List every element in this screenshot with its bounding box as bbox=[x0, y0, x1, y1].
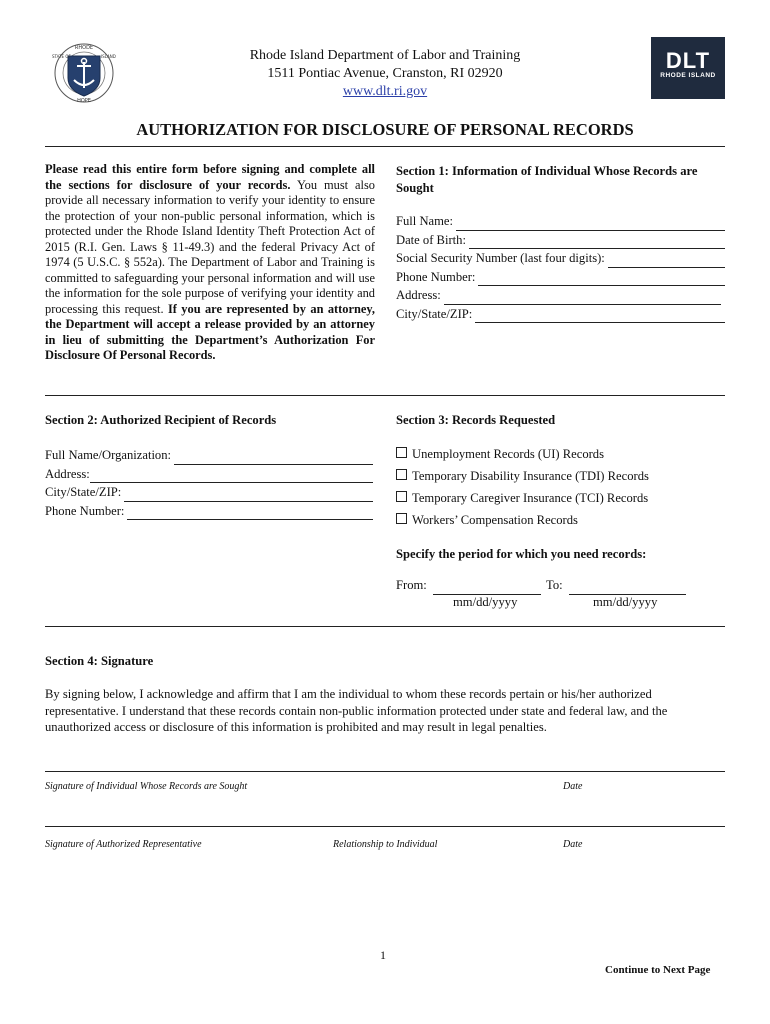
field-label: Address: bbox=[45, 466, 90, 481]
input-line[interactable] bbox=[127, 507, 373, 520]
option-label: Unemployment Records (UI) Records bbox=[412, 447, 605, 461]
section1-fields bbox=[396, 212, 725, 323]
s1-city-field[interactable] bbox=[396, 305, 725, 324]
option-label: Workers’ Compensation Records bbox=[412, 513, 578, 527]
input-line[interactable] bbox=[90, 470, 373, 483]
continue-notice: Continue to Next Page bbox=[605, 964, 711, 976]
checkbox[interactable] bbox=[396, 513, 407, 524]
input-line[interactable] bbox=[456, 218, 725, 231]
option-label: Temporary Disability Insurance (TDI) Records bbox=[412, 469, 649, 483]
sig1-label: Signature of Individual Whose Records are Sought bbox=[45, 781, 248, 792]
date1-label: Date bbox=[563, 781, 583, 792]
s1-dob-field[interactable] bbox=[396, 231, 725, 250]
input-line[interactable] bbox=[608, 255, 725, 268]
agency-address: 1511 Pontiac Avenue, Cranston, RI 02920 bbox=[267, 66, 503, 81]
field-label: City/State/ZIP: bbox=[45, 485, 122, 499]
input-line[interactable] bbox=[478, 273, 725, 286]
section2-fields bbox=[45, 446, 373, 520]
section3-title: Section 3: Records Requested bbox=[396, 413, 556, 427]
state-seal bbox=[44, 42, 124, 104]
form-title: AUTHORIZATION FOR DISCLOSURE OF PERSONAL RECORDS bbox=[136, 120, 634, 139]
from-date-format: mm/dd/yyyy bbox=[453, 595, 518, 609]
signature-line-1[interactable] bbox=[45, 771, 725, 772]
s1-phone-field[interactable] bbox=[396, 268, 725, 287]
section-divider bbox=[45, 626, 725, 627]
input-line[interactable] bbox=[469, 236, 725, 249]
records-option-wc[interactable] bbox=[396, 509, 726, 531]
title-divider bbox=[45, 146, 725, 147]
field-label: Social Security Number (last four digits): bbox=[396, 251, 605, 265]
seal-right-text: ISLAND bbox=[101, 54, 116, 59]
s1-address-field[interactable] bbox=[396, 286, 725, 305]
logo-subtext: RHODE ISLAND bbox=[660, 72, 716, 79]
input-line[interactable] bbox=[444, 292, 721, 305]
section1-title: Section 1: Information of Individual Whose Records are Sought bbox=[396, 164, 698, 195]
s1-ssn-field[interactable] bbox=[396, 249, 725, 268]
field-label: Date of Birth: bbox=[396, 232, 466, 247]
s2-name-org-field[interactable] bbox=[45, 446, 373, 465]
records-checklist bbox=[396, 443, 726, 531]
section4-title: Section 4: Signature bbox=[45, 654, 154, 668]
seal-bottom-text: HOPE bbox=[77, 98, 91, 104]
option-label: Temporary Caregiver Insurance (TCI) Records bbox=[412, 491, 649, 505]
field-label: Full Name/Organization: bbox=[45, 448, 172, 462]
intro-bold-end: If you are represented by an attorney, the Department will accept a release provided by an attorney in lieu of submitting the Department’s Authorization For Disclosure Of Personal Records. bbox=[45, 301, 376, 362]
intro-bold-start: Please read this entire form before signing and complete all the sections for disclosure of your records. bbox=[45, 162, 375, 192]
records-option-ui[interactable] bbox=[396, 443, 726, 465]
field-label: To: bbox=[546, 578, 563, 592]
section2-title: Section 2: Authorized Recipient of Records bbox=[45, 413, 277, 427]
field-label: Phone Number: bbox=[396, 269, 476, 284]
sig2-label: Signature of Authorized Representative bbox=[45, 839, 202, 850]
s2-city-field[interactable] bbox=[45, 483, 373, 502]
field-label: From: bbox=[396, 578, 427, 592]
page-number: 1 bbox=[380, 948, 386, 962]
s1-full-name-field[interactable] bbox=[396, 212, 725, 231]
dlt-logo bbox=[651, 37, 725, 99]
input-line[interactable] bbox=[475, 310, 725, 323]
checkbox[interactable] bbox=[396, 491, 407, 502]
input-line[interactable] bbox=[174, 452, 373, 465]
checkbox[interactable] bbox=[396, 447, 407, 458]
relationship-label: Relationship to Individual bbox=[333, 839, 438, 850]
section-divider bbox=[45, 395, 725, 396]
from-date-field[interactable] bbox=[396, 576, 541, 595]
records-option-tdi[interactable] bbox=[396, 465, 726, 487]
intro-body: You must also provide all necessary information to verify your identity to ensure the protection of your non-public personal information, which is protected under the Rhode Island Identity Theft Protection Act of 2015 (R.I. Gen. Laws § 11-49.3) and the federal Privacy Act of 1974 (5 U.S.C. § 552a). The Department of Labor and Training is committed to safeguarding your personal information and will use the information for the sole purpose of verifying your identity and processing this request. bbox=[45, 177, 375, 316]
input-line[interactable] bbox=[433, 582, 541, 595]
logo-text: DLT bbox=[665, 48, 711, 73]
to-date-format: mm/dd/yyyy bbox=[593, 595, 658, 609]
signature-statement: By signing below, I acknowledge and affirm that I am the individual to whom these records pertain or his/her authorized representative. I understand that these records contain non-public information protected under state and federal law, and the unauthorized access or disclosure of this information is prohibited and may result in legal penalties. bbox=[45, 687, 668, 734]
s2-address-field[interactable] bbox=[45, 465, 373, 484]
agency-website-container bbox=[160, 83, 610, 101]
field-label: Full Name: bbox=[396, 214, 454, 228]
records-option-tci[interactable] bbox=[396, 487, 726, 509]
period-label: Specify the period for which you need records: bbox=[396, 547, 647, 561]
s2-phone-field[interactable] bbox=[45, 502, 373, 521]
field-label: City/State/ZIP: bbox=[396, 306, 473, 321]
input-line[interactable] bbox=[569, 582, 686, 595]
agency-website-link[interactable]: www.dlt.ri.gov bbox=[342, 84, 428, 99]
agency-name: Rhode Island Department of Labor and Training bbox=[249, 48, 521, 63]
field-label: Phone Number: bbox=[45, 503, 125, 518]
seal-left-text: STATE OF bbox=[52, 54, 71, 59]
intro-paragraph bbox=[45, 162, 375, 364]
seal-top-text: RHODE bbox=[74, 45, 94, 51]
to-date-field[interactable] bbox=[546, 576, 686, 595]
checkbox[interactable] bbox=[396, 469, 407, 480]
signature-line-2[interactable] bbox=[45, 826, 725, 827]
field-label: Address: bbox=[396, 288, 441, 302]
date2-label: Date bbox=[563, 839, 583, 850]
anchor-seal-icon bbox=[44, 42, 124, 104]
input-line[interactable] bbox=[124, 489, 373, 502]
